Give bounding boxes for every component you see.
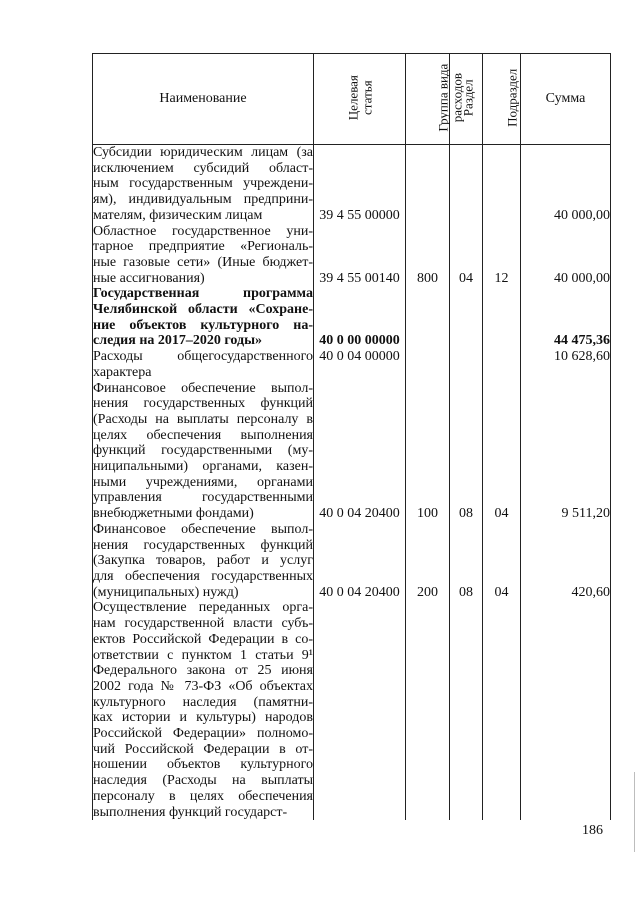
row-name bbox=[93, 381, 314, 522]
row-name-line: 2002 года № 73-ФЗ «Об объектах bbox=[93, 678, 313, 694]
row-subsection: 04 bbox=[483, 381, 521, 522]
row-section bbox=[450, 145, 483, 224]
row-section: 08 bbox=[450, 381, 483, 522]
row-name-line: персоналу в целях обеспечения bbox=[93, 788, 313, 804]
row-name-line: (Расходы на выплаты персоналу в bbox=[93, 411, 313, 427]
row-name-line: Финансовое обеспечение выпол- bbox=[93, 521, 313, 537]
row-name-line: Осуществление переданных орга- bbox=[93, 600, 313, 616]
row-name-line: для обеспечения государственных bbox=[93, 568, 313, 584]
header-section-label: Раздел bbox=[460, 79, 476, 117]
row-name-line: выполнения функций государст- bbox=[93, 804, 288, 820]
row-name-line: культурного наследия (памятни- bbox=[93, 694, 313, 710]
row-sum: 10 628,60 bbox=[521, 349, 611, 380]
table-row bbox=[93, 381, 611, 522]
table-row bbox=[93, 145, 611, 224]
table-row bbox=[93, 522, 611, 601]
row-name-line: Расходы общегосударственного bbox=[93, 349, 313, 365]
row-name-line: исключением субсидий област- bbox=[93, 160, 313, 176]
row-name-line: ные ассигнования) bbox=[93, 270, 205, 286]
row-section bbox=[450, 286, 483, 349]
row-section bbox=[450, 349, 483, 380]
row-subsection bbox=[483, 349, 521, 380]
row-target bbox=[314, 600, 406, 820]
header-target-label: Целевая статья bbox=[344, 75, 374, 121]
row-subsection bbox=[483, 600, 521, 820]
row-name-line: нам государственной власти субъ- bbox=[93, 616, 313, 632]
row-name-line: ках истории и культуры) народов bbox=[93, 710, 313, 726]
row-sum: 40 000,00 bbox=[521, 224, 611, 287]
row-target: 40 0 04 20400 bbox=[314, 381, 406, 522]
row-group bbox=[406, 349, 450, 380]
row-name-line: ответствии с пунктом 1 статьи 9¹ bbox=[93, 647, 313, 663]
row-name bbox=[93, 145, 314, 224]
table-row bbox=[93, 286, 611, 349]
row-group bbox=[406, 286, 450, 349]
row-name-line: Федерального закона от 25 июня bbox=[93, 663, 313, 679]
row-name bbox=[93, 522, 314, 601]
row-name-line: Областное государственное уни- bbox=[93, 223, 313, 239]
row-name-line: (Закупка товаров, работ и услуг bbox=[93, 553, 313, 569]
row-name-line: наследия (Расходы на выплаты bbox=[93, 773, 313, 789]
row-subsection: 12 bbox=[483, 224, 521, 287]
row-sum: 40 000,00 bbox=[521, 145, 611, 224]
row-name-line: нения государственных функций bbox=[93, 537, 313, 553]
row-name-line: ным государственным учреждени- bbox=[93, 176, 313, 192]
row-group bbox=[406, 145, 450, 224]
scan-edge-line bbox=[634, 772, 635, 852]
row-group: 800 bbox=[406, 224, 450, 287]
row-name-line: Государственная программа bbox=[93, 286, 313, 302]
row-section bbox=[450, 600, 483, 820]
row-section: 08 bbox=[450, 522, 483, 601]
row-name-line: целях обеспечения выполнения bbox=[93, 427, 313, 443]
row-name-line: ектов Российской Федерации в со- bbox=[93, 631, 313, 647]
header-group-label: Группа вида расходов bbox=[435, 63, 464, 132]
row-target: 40 0 04 20400 bbox=[314, 522, 406, 601]
row-name-line: ям), индивидуальным предприни- bbox=[93, 192, 313, 208]
row-name-line: ношении объектов культурного bbox=[93, 757, 313, 773]
row-sum: 9 511,20 bbox=[521, 381, 611, 522]
row-name-line: Российской Федерации» полномо- bbox=[93, 726, 313, 742]
row-name-line: ные газовые сети» (Иные бюджет- bbox=[93, 254, 313, 270]
row-sum: 44 475,36 bbox=[521, 286, 611, 349]
row-group: 100 bbox=[406, 381, 450, 522]
row-section: 04 bbox=[450, 224, 483, 287]
row-group bbox=[406, 600, 450, 820]
row-target: 40 0 04 00000 bbox=[314, 349, 406, 380]
table-header-row bbox=[93, 54, 611, 145]
row-name-line: тарное предприятие «Региональ- bbox=[93, 239, 313, 255]
row-name-line: мателям, физическим лицам bbox=[93, 207, 263, 223]
row-subsection bbox=[483, 286, 521, 349]
row-name-line: ниципальными) органами, казен- bbox=[93, 459, 313, 475]
budget-table bbox=[92, 53, 611, 820]
row-group: 200 bbox=[406, 522, 450, 601]
row-name bbox=[93, 286, 314, 349]
row-name-line: внебюджетными фондами) bbox=[93, 506, 254, 522]
header-subsection-label: Подраздел bbox=[504, 68, 520, 127]
row-subsection: 04 bbox=[483, 522, 521, 601]
row-name-line: Финансовое обеспечение выпол- bbox=[93, 380, 313, 396]
row-name bbox=[93, 600, 314, 820]
row-name-line: ными учреждениями, органами bbox=[93, 474, 313, 490]
row-name-line: характера bbox=[93, 364, 152, 380]
header-sum: Сумма bbox=[521, 54, 611, 145]
row-target: 39 4 55 00140 bbox=[314, 224, 406, 287]
header-name: Наименование bbox=[93, 54, 314, 145]
table-row bbox=[93, 224, 611, 287]
header-group bbox=[406, 54, 464, 145]
row-name bbox=[93, 224, 314, 287]
row-name-line: (муниципальных) нужд) bbox=[93, 584, 239, 600]
row-name-line: следия на 2017–2020 годы» bbox=[93, 333, 263, 349]
table-row bbox=[93, 349, 611, 380]
row-name-line: Челябинской области «Сохране- bbox=[93, 302, 313, 318]
row-name-line: Субсидии юридическим лицам (за bbox=[93, 145, 313, 160]
row-sum bbox=[521, 600, 611, 820]
row-name-line: чий Российской Федерации в от- bbox=[93, 741, 313, 757]
header-subsection bbox=[483, 54, 521, 145]
row-target: 39 4 55 00000 bbox=[314, 145, 406, 224]
row-name-line: управления государственными bbox=[93, 490, 313, 506]
row-name bbox=[93, 349, 314, 380]
row-sum: 420,60 bbox=[521, 522, 611, 601]
row-subsection bbox=[483, 145, 521, 224]
header-target bbox=[314, 54, 406, 145]
row-name-line: нения государственных функций bbox=[93, 396, 313, 412]
table-body bbox=[93, 145, 611, 821]
table-row bbox=[93, 600, 611, 820]
row-name-line: функций государственными (му- bbox=[93, 443, 313, 459]
row-target: 40 0 00 00000 bbox=[314, 286, 406, 349]
page-number: 186 bbox=[582, 823, 603, 838]
row-name-line: ние объектов культурного на- bbox=[93, 317, 313, 333]
